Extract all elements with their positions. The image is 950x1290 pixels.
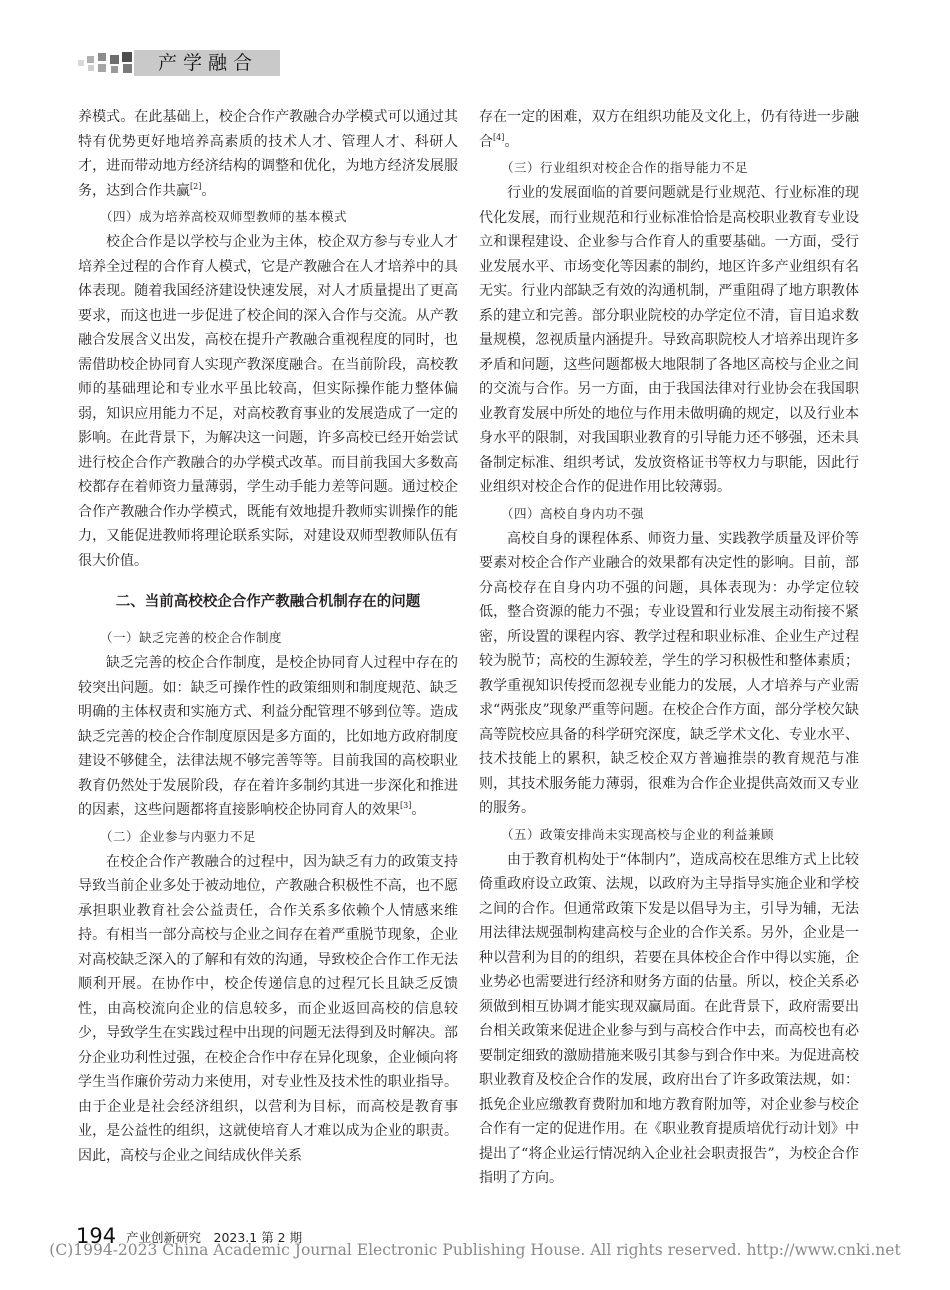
section-heading: 二、当前高校校企合作产教融合机制存在的问题 — [115, 594, 421, 610]
paragraph: 存在一定的困难，双方在组织功能及文化上，仍有待进一步融合[4]。 — [479, 109, 859, 150]
paragraph: 行业的发展面临的首要问题就是行业规范、行业标准的现代化发展，而行业规范和行业标准恰恰是高校职业教育专业设立和课程建设、企业参与合作育人的重要基础。一方面，受行业发展水平、市场变化等因素的制约，地区许多产业组织有名无实。行业内部缺乏有效的沟通机制，严重阻碍了地方职教体系的建立和完善。部分职业院校的办学定位不清，盲目追求数量规模，忽视质量内涵提升。导致高职院校人才培养出现许多矛盾和问题，这些问题都极大地限制了各地区高校与企业之间的交流与合作。另一方面，由于我国法律对行业协会在我国职业教育发展中所处的地位与作用未做明确的规定，以及行业本身水平的限制，对我国职业教育的引导能力还不够强，还未具备制定标准、组织考试，发放资格证书等权力与职能，因此行业组织对校企合作的促进作用比较薄弱。 — [479, 185, 859, 495]
citation-ref[interactable]: [3] — [400, 801, 412, 810]
paragraph: 校企合作是以学校与企业为主体，校企双方参与专业人才培养全过程的合作育人模式，它是产教融合在人才培养中的具体表现。随着我国经济建设快速发展，对人才质量提出了更高要求，而这也进一步促进了校企间的深入合作与交流。从产教融合发展含义出发，高校在提升产教融合重视程度的同时，也需借助校企协同育人实现产教深度融合。在当前阶段，高校教师的基础理论和专业水平虽比较高，但实际操作能力整体偏弱，知识应用能力不足，对高校教育事业的发展造成了一定的影响。在此背景下，为解决这一问题，许多高校已经开始尝试进行校企合作产教融合的办学模式改革。而目前我国大多数高校都存在着师资力量薄弱，学生动手能力差等问题。通过校企合作产教融合作办学模式，既能有效地提升教师实训操作的能力，又能促进教师将理论联系实际，对建设双师型教师队伍有很大价值。 — [78, 234, 458, 569]
paragraph: 养模式。在此基础上，校企合作产教融合办学模式可以通过其特有优势更好地培养高素质的技术人才、管理人才、科研人才，进而带动地方经济结构的调整和优化，为地方经济发展服务，达到合作共赢[2]。 — [78, 109, 458, 199]
subsection-heading: （三）行业组织对校企合作的指导能力不足 — [501, 160, 749, 175]
citation-ref[interactable]: [2] — [190, 181, 202, 191]
subsection-heading: （四）成为培养高校双师型教师的基本模式 — [100, 209, 348, 224]
journal-issue: 产业创新研究 2023.1 第 2 期 — [126, 1230, 303, 1245]
paragraph: 由于教育机构处于“体制内”，造成高校在思维方式上比较倚重政府设立政策、法规，以政府为主导指导实施企业和学校之间的合作。但通常政策下发是以倡导为主，引导为辅，无法用法律法规强制构建高校与企业的合作关系。另外，企业是一种以营利为目的的组织，若要在具体校企合作中得以实施，企业势必也需要进行经济和财务方面的估量。所以，校企关系必须做到相互协调才能实现双赢局面。在此背景下，政府需要出台相关政策来促进企业参与到与高校合作中去，而高校也有必要制定细致的激励措施来吸引其参与到合作中来。为促进高校职业教育及校企合作的发展，政府出台了许多政策法规，如：抵免企业应缴教育费附加和地方教育附加等，对企业参与校企合作有一定的促进作用。在《职业教育提质培优行动计划》中提出了“将企业运行情况纳入企业社会职责报告”，为校企合作指明了方向。 — [479, 851, 859, 1186]
left-column — [78, 105, 458, 1168]
right-column — [479, 105, 859, 1191]
page-number: 194 — [76, 1224, 117, 1248]
paragraph: 在校企合作产教融合的过程中，因为缺乏有力的政策支持导致当前企业多处于被动地位，产教融合积极性不高，也不愿承担职业教育社会公益责任，合作关系多依赖个人情感来维持。有相当一部分高校与企业之间存在着严重脱节现象，企业对高校缺乏深入的了解和有效的沟通，导致校企合作工作无法顺利开展。在协作中，校企传递信息的过程冗长且缺乏反馈性，由高校流向企业的信息较多，而企业返回高校的信息较少，导致学生在实践过程中出现的问题无法得到及时解决。部分企业功利性过强，在校企合作中存在异化现象，企业倾向将学生当作廉价劳动力来使用，对专业性及技术性的职业指导。由于企业是社会经济组织，以营利为目标，而高校是教育事业，是公益性的组织，这就使培育人才难以成为企业的职责。因此，高校与企业之间结成伙伴关系 — [78, 853, 458, 1164]
citation-ref[interactable]: [4] — [493, 132, 505, 142]
paragraph: 高校自身的课程体系、师资力量、实践教学质量及评价等要素对校企合作产业融合的效果都有决定性的影响。目前，部分高校存在自身内功不强的问题，具体表现为：办学定位较低，整合资源的能力不强；专业设置和行业发展主动衔接不紧密，所设置的课程内容、教学过程和职业标准、企业生产过程较为脱节；高校的生源较差，学生的学习积极性和整体素质；教学重视知识传授而忽视专业能力的发展，人才培养与产业需求“两张皮”现象严重等问题。在校企合作方面，部分学校欠缺高等院校应具备的科学研究深度，缺乏学术文化、专业水平、技术技能上的累积，缺乏校企双方普遍推崇的教育规范与准则，其技术服务能力薄弱，很难为合作企业提供高效而又专业的服务。 — [479, 530, 859, 816]
subsection-heading: （二）企业参与内驱力不足 — [100, 828, 257, 844]
subsection-heading: （五）政策安排尚未实现高校与企业的利益兼顾 — [501, 826, 775, 842]
subsection-heading: （一）缺乏完善的校企合作制度 — [100, 630, 283, 645]
header-squares-ornament — [76, 52, 134, 74]
header-section-title: 产学融合 — [158, 52, 259, 74]
paragraph: 缺乏完善的校企合作制度，是校企协同育人过程中存在的较突出问题。如：缺乏可操作性的政策细则和制度规范、缺乏明确的主体权责和实施方式、利益分配管理不够到位等。造成缺乏完善的校企合作制度原因是多方面的，比如地方政府制度建设不够健全，法律法规不够完善等等。目前我国的高校职业教育仍然处于发展阶段，存在着许多制约其进一步深化和推进的因素，这些问题都将直接影响校企协同育人的效果[3]。 — [78, 655, 458, 818]
running-header — [76, 50, 280, 76]
copyright-notice: (C)1994-2023 China Academic Journal Electronic Publishing House. All rights reserved. http://www.cnki.net — [49, 1241, 901, 1259]
subsection-heading: （四）高校自身内功不强 — [501, 505, 645, 521]
